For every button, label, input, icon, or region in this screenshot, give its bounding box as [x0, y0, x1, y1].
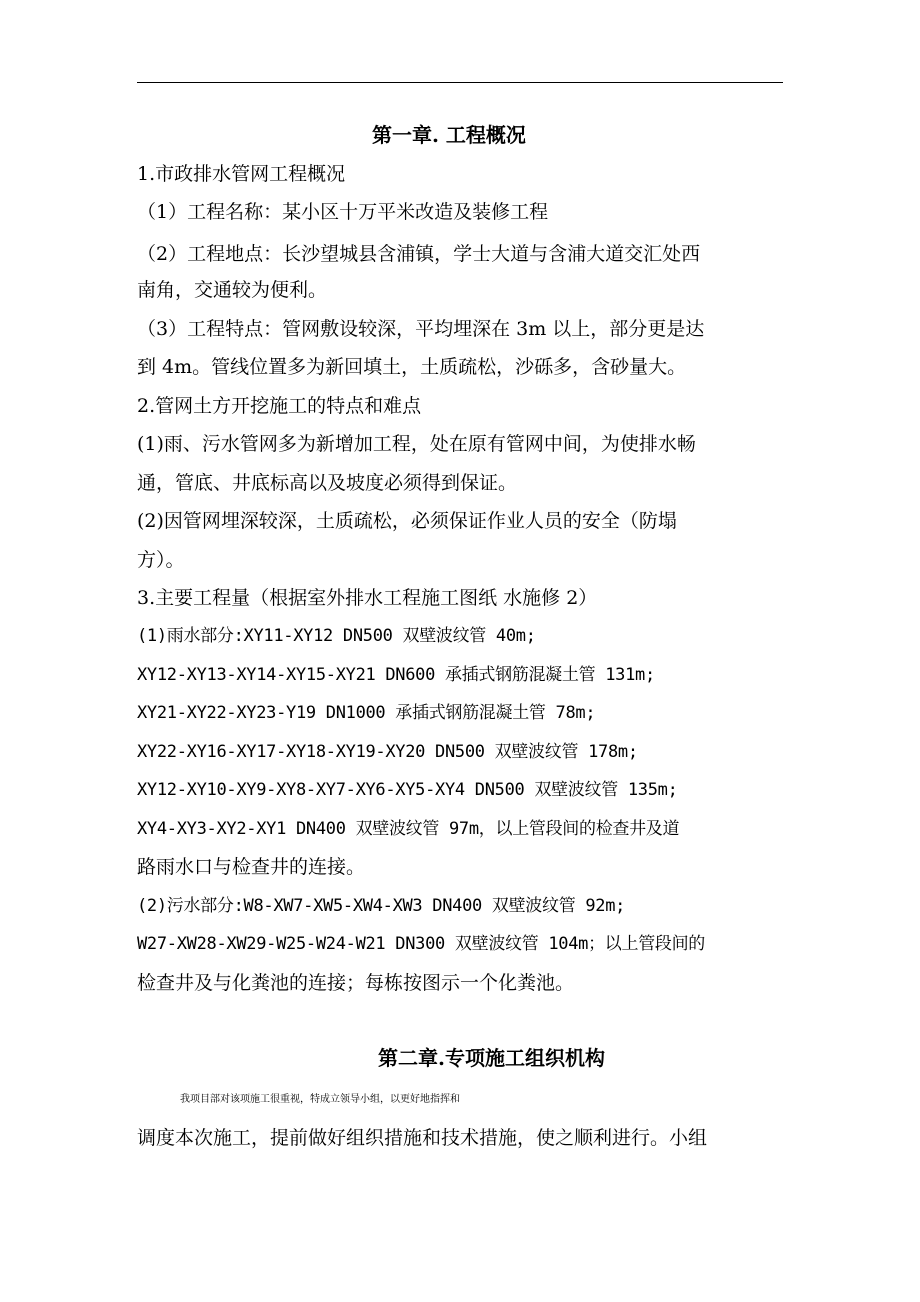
difficulty-1-line-cont: 通，管底、井底标高以及坡度必须得到保证。: [137, 472, 518, 494]
section2-heading: 2.管网土方开挖施工的特点和难点: [137, 395, 422, 417]
chapter1-title: 第一章. 工程概况: [372, 123, 526, 147]
rain-pipe-line-1: (1)雨水部分:XY11-XY12 DN500 双壁波纹管 40m;: [137, 626, 536, 646]
chapter2-paragraph-line-1: 我项目部对该项施工很重视，特成立领导小组，以更好地指挥和: [180, 1094, 460, 1105]
section3-heading: 3.主要工程量（根据室外排水工程施工图纸 水施修 2）: [137, 587, 598, 609]
difficulty-2-line-cont: 方）。: [137, 549, 185, 571]
rain-pipe-line-3: XY21-XY22-XY23-Y19 DN1000 承插式钢筋混凝土管 78m;: [137, 703, 596, 723]
project-features-line: （3）工程特点：管网敷设较深，平均埋深在 3m 以上，部分更是达: [137, 318, 705, 340]
project-features-line-cont: 到 4m。管线位置多为新回填土，土质疏松，沙砾多，含砂量大。: [137, 356, 687, 378]
difficulty-2-line: (2)因管网埋深较深，土质疏松，必须保证作业人员的安全（防塌: [137, 510, 677, 532]
sewage-pipe-line-1: (2)污水部分:W8-XW7-XW5-XW4-XW3 DN400 双壁波纹管 92m;: [137, 896, 626, 916]
rain-pipe-line-6: XY4-XY3-XY2-XY1 DN400 双壁波纹管 97m，以上管段间的检查井及道: [137, 819, 680, 839]
rain-pipe-line-5: XY12-XY10-XY9-XY8-XY7-XY6-XY5-XY4 DN500 双壁波纹管 135m;: [137, 780, 678, 800]
difficulty-1-line: (1)雨、污水管网多为新增加工程，处在原有管网中间，为使排水畅: [137, 433, 696, 455]
project-location-line-cont: 南角，交通较为便利。: [137, 279, 328, 301]
chapter2-title: 第二章.专项施工组织机构: [378, 1046, 605, 1070]
project-location-line: （2）工程地点：长沙望城县含浦镇，学士大道与含浦大道交汇处西: [137, 243, 701, 265]
rain-pipe-line-7: 路雨水口与检查井的连接。: [137, 856, 366, 878]
rain-pipe-line-4: XY22-XY16-XY17-XY18-XY19-XY20 DN500 双壁波纹管 178m;: [137, 742, 638, 762]
sewage-pipe-line-2: W27-XW28-XW29-W25-W24-W21 DN300 双壁波纹管 104m；以上管段间的: [137, 934, 705, 954]
header-rule: [137, 82, 783, 83]
chapter2-paragraph-line-2: 调度本次施工，提前做好组织措施和技术措施，使之顺利进行。小组: [137, 1127, 708, 1149]
project-name-line: （1）工程名称：某小区十万平米改造及装修工程: [137, 201, 549, 223]
section1-heading: 1.市政排水管网工程概况: [137, 163, 346, 185]
rain-pipe-line-2: XY12-XY13-XY14-XY15-XY21 DN600 承插式钢筋混凝土管 131m;: [137, 665, 655, 685]
sewage-pipe-line-3: 检查井及与化粪池的连接；每栋按图示一个化粪池。: [137, 972, 575, 994]
